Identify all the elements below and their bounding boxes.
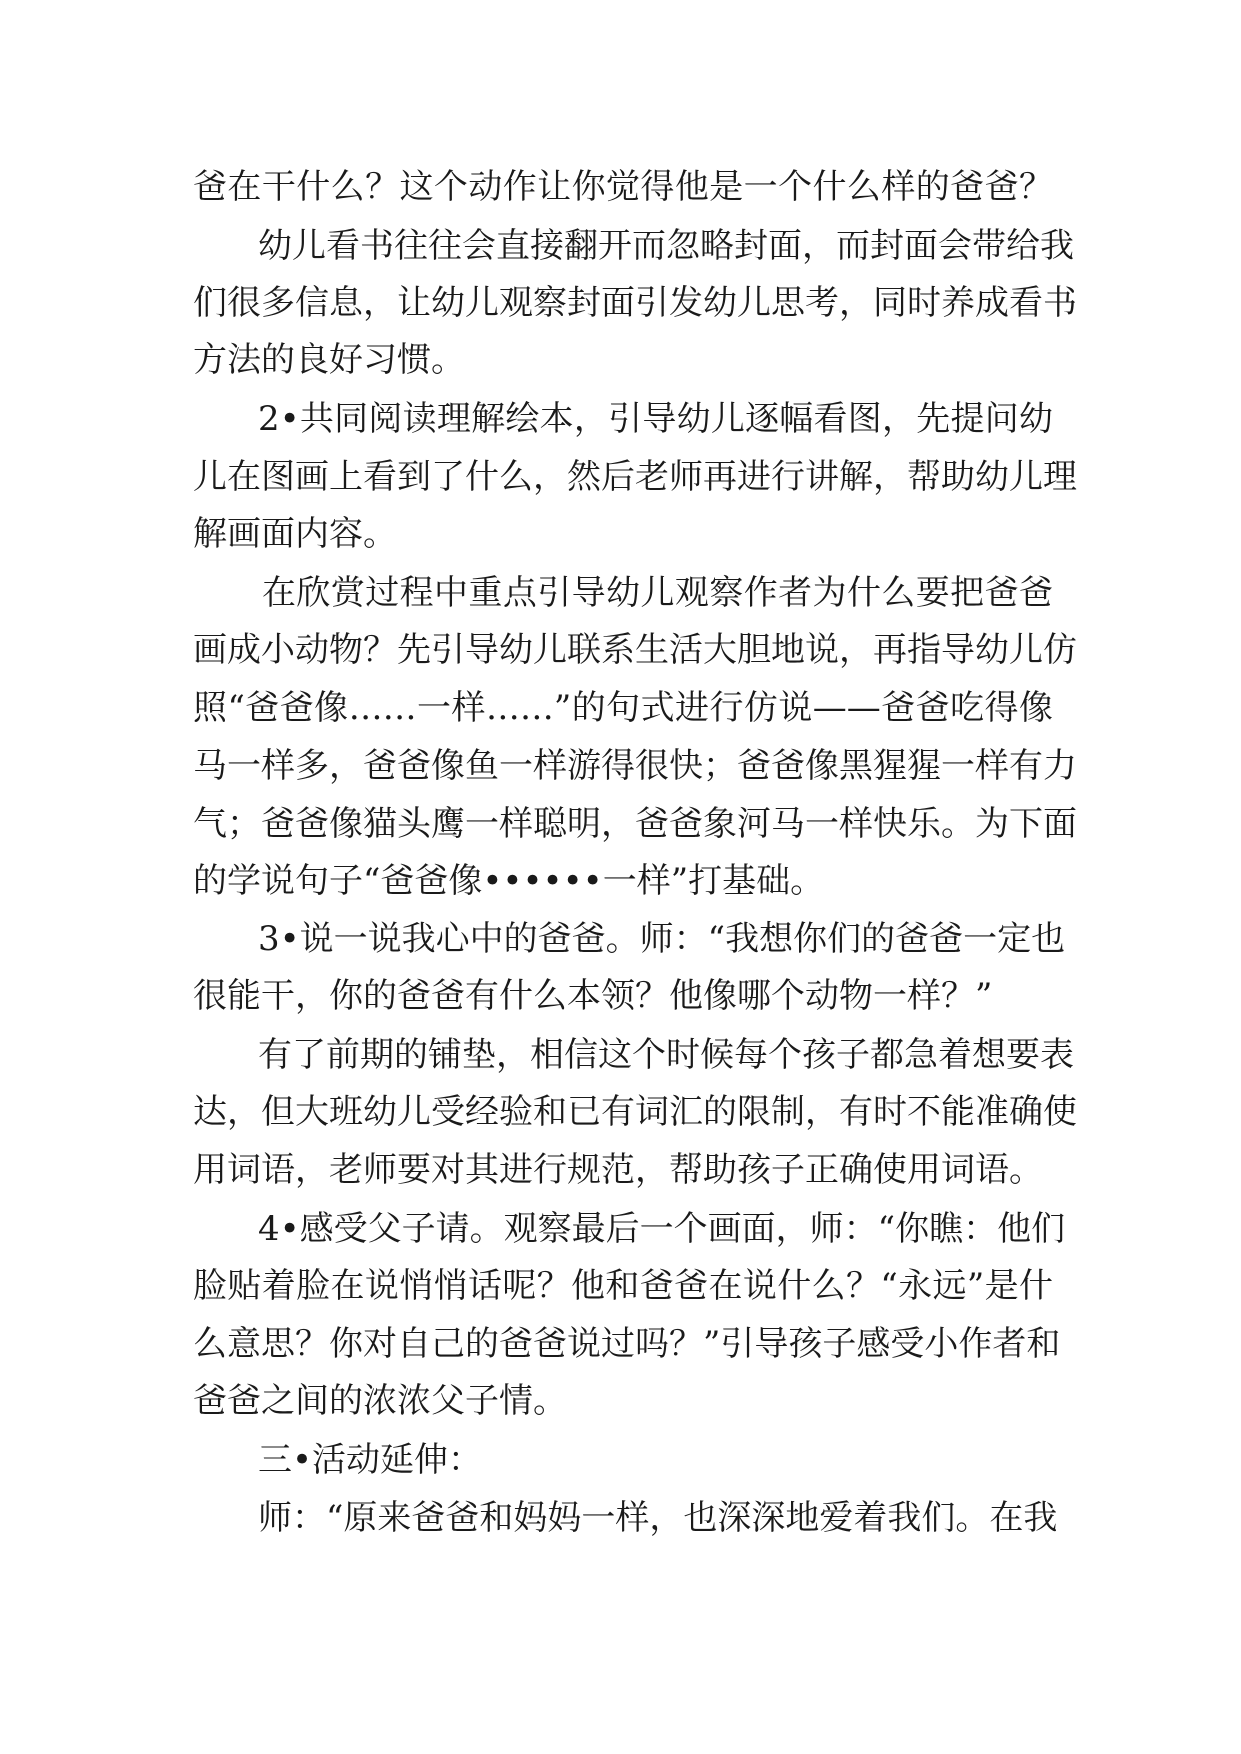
text-line: 2•共同阅读理解绘本，引导幼儿逐幅看图，先提问幼 [258, 399, 1053, 439]
text-line: 在欣赏过程中重点引导幼儿观察作者为什么要把爸爸 [262, 573, 1053, 613]
text-line: 三•活动延伸： [258, 1440, 483, 1480]
text-line: 马一样多，爸爸像鱼一样游得很快；爸爸像黑猩猩一样有力 [193, 746, 1077, 786]
text-line: 有了前期的铺垫，相信这个时候每个孩子都急着想要表 [258, 1035, 1074, 1075]
text-line: 解画面内容。 [193, 514, 397, 554]
text-line: 儿在图画上看到了什么，然后老师再进行讲解，帮助幼儿理 [193, 457, 1077, 497]
text-line: 达，但大班幼儿受经验和已有词汇的限制，有时不能准确使 [193, 1092, 1077, 1132]
text-line: 爸爸之间的浓浓父子情。 [193, 1381, 567, 1421]
text-line: 脸贴着脸在说悄悄话呢？他和爸爸在说什么？“永远”是什 [193, 1266, 1053, 1306]
text-line: 方法的良好习惯。 [193, 340, 465, 380]
text-line: 们很多信息，让幼儿观察封面引发幼儿思考，同时养成看书 [193, 283, 1077, 323]
text-line: 气；爸爸像猫头鹰一样聪明，爸爸象河马一样快乐。为下面 [193, 804, 1077, 844]
text-line: 3•说一说我心中的爸爸。师：“我想你们的爸爸一定也 [258, 919, 1066, 959]
text-line: 么意思？你对自己的爸爸说过吗？”引导孩子感受小作者和 [193, 1324, 1061, 1364]
text-line: 师：“原来爸爸和妈妈一样，也深深地爱着我们。在我 [258, 1498, 1058, 1538]
text-line: 画成小动物？先引导幼儿联系生活大胆地说，再指导幼儿仿 [193, 630, 1077, 670]
text-line: 幼儿看书往往会直接翻开而忽略封面，而封面会带给我 [258, 226, 1074, 266]
text-line: 很能干，你的爸爸有什么本领？他像哪个动物一样？” [193, 976, 993, 1016]
text-line: 的学说句子“爸爸像••••••一样”打基础。 [193, 861, 825, 901]
text-line: 爸在干什么？这个动作让你觉得他是一个什么样的爸爸？ [193, 167, 1053, 207]
text-line: 用词语，老师要对其进行规范，帮助孩子正确使用词语。 [193, 1150, 1043, 1190]
text-line: 4•感受父子请。观察最后一个画面，师：“你瞧：他们 [258, 1209, 1066, 1249]
text-line: 照“爸爸像……一样……”的句式进行仿说——爸爸吃得像 [193, 688, 1053, 728]
